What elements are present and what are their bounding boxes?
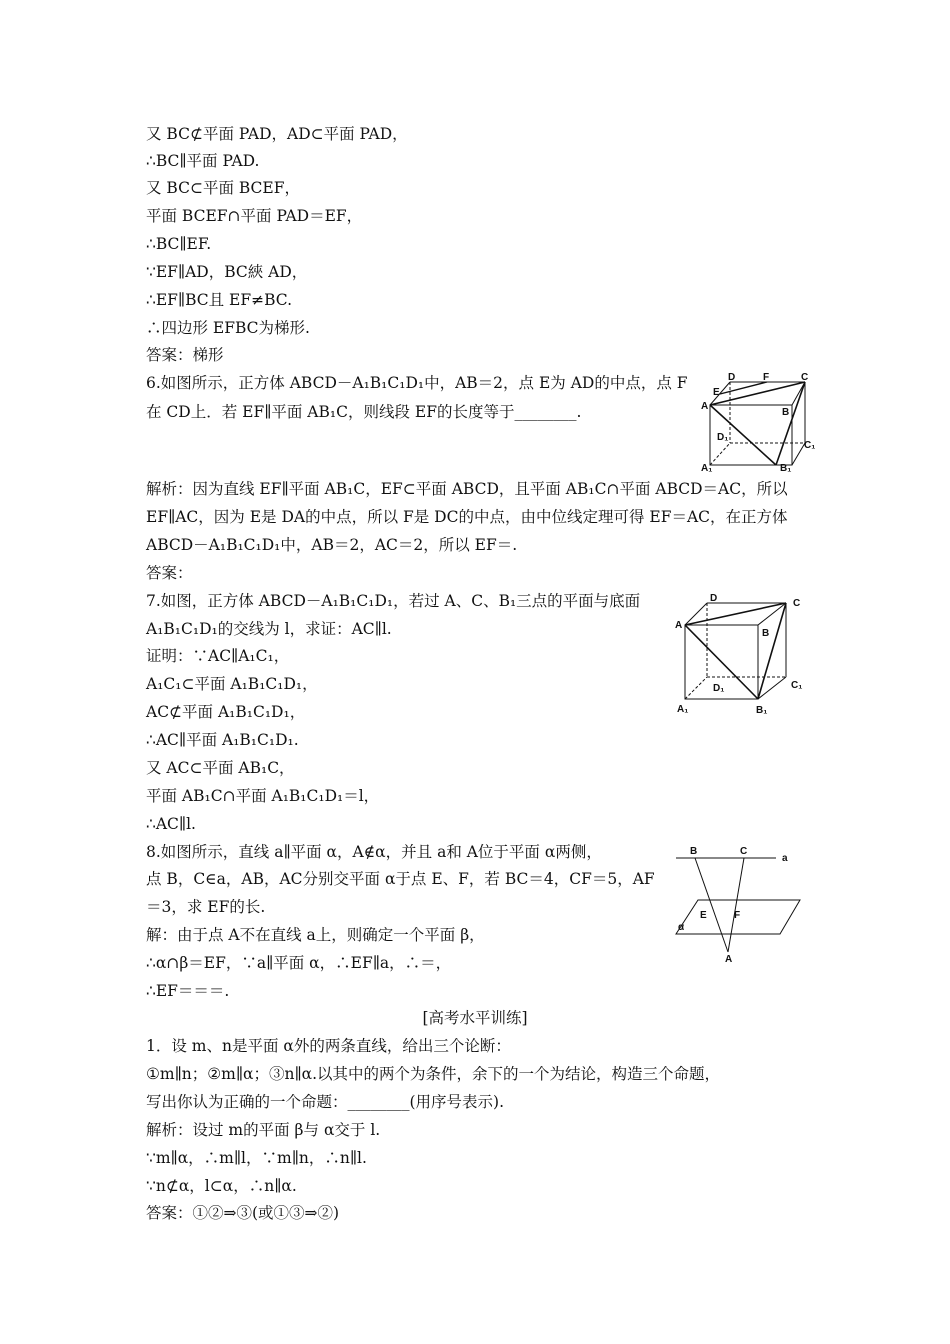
answer-line: 答案：梯形	[146, 346, 224, 364]
problem-7: 7.如图，正方体 ABCD－A₁B₁C₁D₁，若过 A、C、B₁三点的平面与底面	[146, 592, 641, 610]
label-B: B	[762, 628, 770, 639]
label-B: B	[690, 846, 698, 857]
label-D1: D₁	[717, 432, 729, 443]
proof-line: ∴AC∥l.	[146, 815, 196, 833]
problem-8: 点 B，C∈a，AB，AC分别交平面 α于点 E、F，若 BC＝4，CF＝5，AF	[146, 870, 655, 888]
answer-line: 答案：①②⇒③(或①③⇒②)	[146, 1204, 340, 1222]
solution-line: ∴α∩β＝EF，∵a∥平面 α，∴EF∥a，∴＝，	[146, 954, 452, 972]
problem-7: A₁B₁C₁D₁的交线为 l，求证：AC∥l.	[146, 620, 392, 638]
solution-line: ∵n⊄α，l⊂α，∴n∥α.	[146, 1177, 297, 1195]
text-line: ∵EF∥AD，BC綊 AD，	[146, 263, 308, 281]
text-line: ∴BC∥平面 PAD.	[146, 152, 260, 170]
label-A: A	[725, 954, 733, 962]
cube-figure-problem-6	[700, 370, 815, 475]
problem-1: ①m∥n；②m∥α；③n∥α.以其中的两个为条件，余下的一个为结论，构造三个命题，	[146, 1065, 720, 1083]
text-line: ∴BC∥EF.	[146, 235, 212, 253]
label-B1: B₁	[756, 705, 768, 716]
text-line: 又 BC⊄平面 PAD，AD⊂平面 PAD，	[146, 125, 408, 143]
proof-line: 证明：∵AC∥A₁C₁，	[146, 647, 290, 665]
label-C1: C₁	[791, 680, 803, 691]
label-E: E	[713, 387, 720, 398]
label-D: D	[728, 372, 736, 383]
text-line: 平面 BCEF∩平面 PAD＝EF，	[146, 207, 363, 225]
proof-line: A₁C₁⊂平面 A₁B₁C₁D₁，	[146, 675, 318, 693]
cube-figure-problem-7	[670, 590, 810, 720]
label-D1: D₁	[713, 683, 725, 694]
solution-line: EF∥AC，因为 E是 DA的中点，所以 F是 DC的中点，由中位线定理可得 EF＝AC，在正方体	[146, 508, 788, 526]
solution-line: 解析：因为直线 EF∥平面 AB₁C，EF⊂平面 ABCD，且平面 AB₁C∩平面 ABCD＝AC，所以	[146, 480, 788, 498]
label-D: D	[710, 593, 718, 604]
text-line: ∴四边形 EFBC为梯形.	[146, 319, 310, 337]
label-B: B	[782, 407, 790, 418]
proof-line: ∴AC∥平面 A₁B₁C₁D₁.	[146, 731, 299, 749]
problem-8: ＝3，求 EF的长.	[146, 898, 266, 916]
solution-line: 解：由于点 A不在直线 a上，则确定一个平面 β，	[146, 926, 485, 944]
label-F: F	[734, 910, 741, 921]
label-A: A	[675, 620, 683, 631]
text-line: ∴EF∥BC且 EF≠BC.	[146, 291, 293, 309]
problem-6: 在 CD上．若 EF∥平面 AB₁C，则线段 EF的长度等于________.	[146, 403, 582, 421]
solution-line: ∴EF＝＝＝.	[146, 982, 230, 1000]
problem-1: 1．设 m、n是平面 α外的两条直线，给出三个论断：	[146, 1037, 511, 1055]
solution-line: ∵m∥α，∴m∥l，∵m∥n，∴n∥l.	[146, 1149, 367, 1167]
solution-line: 解析：设过 m的平面 β与 α交于 l.	[146, 1121, 381, 1139]
solution-line: ABCD－A₁B₁C₁D₁中，AB＝2，AC＝2，所以 EF＝.	[146, 536, 518, 554]
label-A1: A₁	[701, 463, 713, 474]
label-alpha: α	[678, 922, 685, 933]
label-C: C	[801, 372, 809, 383]
text-line: 又 BC⊂平面 BCEF，	[146, 179, 300, 197]
section-heading: [高考水平训练]	[422, 1009, 528, 1027]
proof-line: AC⊄平面 A₁B₁C₁D₁，	[146, 703, 306, 721]
label-F: F	[763, 372, 770, 383]
proof-line: 又 AC⊂平面 AB₁C，	[146, 759, 295, 777]
label-C: C	[740, 846, 748, 857]
label-A: A	[701, 401, 709, 412]
label-E: E	[700, 910, 707, 921]
problem-8: 8.如图所示，直线 a∥平面 α，A∉α，并且 a和 A位于平面 α两侧，	[146, 843, 602, 861]
problem-6: 6.如图所示，正方体 ABCD－A₁B₁C₁D₁中，AB＝2，点 E为 AD的中点，点 F	[146, 374, 688, 392]
label-C1: C₁	[804, 440, 815, 451]
plane-figure-problem-8	[668, 842, 818, 962]
label-a: a	[782, 853, 788, 864]
label-C: C	[793, 598, 801, 609]
problem-1: 写出你认为正确的一个命题：________(用序号表示).	[146, 1093, 505, 1111]
label-B1: B₁	[780, 463, 792, 474]
answer-line: 答案：	[146, 564, 193, 582]
proof-line: 平面 AB₁C∩平面 A₁B₁C₁D₁＝l，	[146, 787, 380, 805]
label-A1: A₁	[677, 704, 689, 715]
